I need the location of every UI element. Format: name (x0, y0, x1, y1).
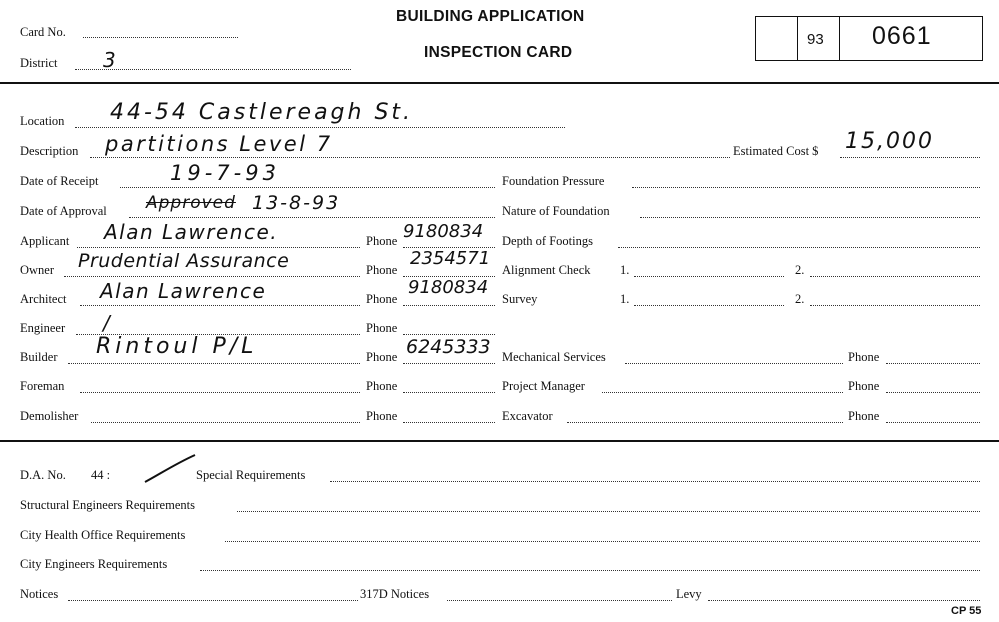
alignment-check-n2: 2. (795, 263, 805, 277)
form-code: CP 55 (951, 605, 982, 617)
architect-label: Architect (20, 292, 67, 306)
levy-label: Levy (676, 587, 702, 601)
nature-of-foundation-field[interactable] (640, 217, 980, 218)
applicant-field[interactable] (77, 247, 360, 248)
survey-n2: 2. (795, 292, 805, 306)
district-label: District (20, 56, 58, 70)
notices-317d-label: 317D Notices (360, 587, 430, 601)
demolisher-phone-field[interactable] (403, 422, 495, 423)
engineer-label: Engineer (20, 321, 66, 335)
box-number: 0661 (872, 22, 932, 50)
excavator-phone-field[interactable] (886, 422, 980, 423)
number-box-divider-1 (797, 16, 798, 61)
mechanical-services-field[interactable] (625, 363, 843, 364)
title-line-2: INSPECTION CARD (424, 44, 573, 61)
mechanical-services-phone-label: Phone (848, 350, 880, 364)
alignment-check-field-2[interactable] (810, 276, 980, 277)
estimated-cost-field[interactable] (840, 157, 980, 158)
description-label: Description (20, 144, 79, 158)
engineer-value: / (103, 311, 111, 335)
project-manager-phone-field[interactable] (886, 392, 980, 393)
engineer-phone-field[interactable] (403, 334, 495, 335)
foundation-pressure-field[interactable] (632, 187, 980, 188)
owner-field[interactable] (64, 276, 360, 277)
alignment-check-n1: 1. (620, 263, 630, 277)
builder-label: Builder (20, 350, 58, 364)
date-of-receipt-label: Date of Receipt (20, 174, 99, 188)
project-manager-field[interactable] (602, 392, 843, 393)
builder-phone-field[interactable] (403, 363, 495, 364)
alignment-check-field-1[interactable] (634, 276, 784, 277)
notices-317d-field[interactable] (447, 600, 672, 601)
city-engineers-field[interactable] (200, 570, 980, 571)
levy-field[interactable] (708, 600, 980, 601)
city-engineers-label: City Engineers Requirements (20, 557, 168, 571)
architect-phone-label: Phone (366, 292, 398, 306)
foreman-phone-label: Phone (366, 379, 398, 393)
project-manager-label: Project Manager (502, 379, 585, 393)
applicant-phone-label: Phone (366, 234, 398, 248)
architect-phone-field[interactable] (403, 305, 495, 306)
description-field[interactable] (90, 157, 730, 158)
details-rule (0, 440, 999, 442)
owner-phone: 2354571 (410, 248, 491, 269)
special-requirements-field[interactable] (330, 481, 980, 482)
number-box (755, 16, 983, 61)
builder-name: Rintoul P/L (96, 334, 258, 359)
applicant-name: Alan Lawrence. (104, 220, 279, 244)
survey-n1: 1. (620, 292, 630, 306)
architect-field[interactable] (80, 305, 360, 306)
builder-phone-label: Phone (366, 350, 398, 364)
foreman-field[interactable] (80, 392, 360, 393)
builder-field[interactable] (68, 363, 360, 364)
owner-name: Prudential Assurance (78, 250, 290, 272)
district-value: 3 (103, 48, 117, 72)
applicant-label: Applicant (20, 234, 70, 248)
notices-label: Notices (20, 587, 59, 601)
special-requirements-label: Special Requirements (196, 468, 306, 482)
structural-engineers-label: Structural Engineers Requirements (20, 498, 195, 512)
city-health-label: City Health Office Requirements (20, 528, 186, 542)
date-of-approval-label: Date of Approval (20, 204, 107, 218)
da-no-value: 44 : (91, 468, 111, 482)
survey-field-1[interactable] (634, 305, 784, 306)
da-no-label: D.A. No. (20, 468, 66, 482)
architect-phone: 9180834 (408, 277, 489, 298)
location-label: Location (20, 114, 65, 128)
da-no-slash-mark (140, 452, 200, 486)
demolisher-field[interactable] (91, 422, 360, 423)
title-line-1: BUILDING APPLICATION (396, 8, 585, 25)
number-box-divider-2 (839, 16, 840, 61)
date-of-approval-field[interactable] (129, 217, 495, 218)
owner-label: Owner (20, 263, 55, 277)
location-value: 44-54 Castlereagh St. (110, 100, 414, 125)
depth-of-footings-label: Depth of Footings (502, 234, 593, 248)
demolisher-phone-label: Phone (366, 409, 398, 423)
excavator-phone-label: Phone (848, 409, 880, 423)
architect-name: Alan Lawrence (100, 279, 267, 303)
estimated-cost-label: Estimated Cost $ (733, 144, 819, 158)
engineer-phone-label: Phone (366, 321, 398, 335)
header-rule (0, 82, 999, 84)
location-field[interactable] (75, 127, 565, 128)
notices-field[interactable] (68, 600, 358, 601)
foreman-phone-field[interactable] (403, 392, 495, 393)
project-manager-phone-label: Phone (848, 379, 880, 393)
applicant-phone: 9180834 (403, 221, 484, 242)
city-health-field[interactable] (225, 541, 980, 542)
survey-label: Survey (502, 292, 538, 306)
foundation-pressure-label: Foundation Pressure (502, 174, 605, 188)
depth-of-footings-field[interactable] (618, 247, 980, 248)
builder-phone: 6245333 (406, 336, 491, 358)
card-no-field[interactable] (83, 37, 238, 38)
description-value: partitions Level 7 (105, 132, 333, 156)
date-of-receipt-value: 19-7-93 (170, 161, 280, 185)
mechanical-services-label: Mechanical Services (502, 350, 606, 364)
mechanical-services-phone-field[interactable] (886, 363, 980, 364)
owner-phone-label: Phone (366, 263, 398, 277)
alignment-check-label: Alignment Check (502, 263, 591, 277)
excavator-field[interactable] (567, 422, 843, 423)
demolisher-label: Demolisher (20, 409, 79, 423)
date-of-receipt-field[interactable] (120, 187, 495, 188)
foreman-label: Foreman (20, 379, 65, 393)
date-of-approval-value: 13-8-93 (252, 192, 341, 214)
box-prefix: 93 (807, 31, 824, 48)
estimated-cost-value: 15,000 (845, 129, 934, 154)
structural-engineers-field[interactable] (237, 511, 980, 512)
approval-struck-word: Approved (146, 193, 236, 213)
nature-of-foundation-label: Nature of Foundation (502, 204, 610, 218)
card-no-label: Card No. (20, 25, 66, 39)
excavator-label: Excavator (502, 409, 553, 423)
survey-field-2[interactable] (810, 305, 980, 306)
